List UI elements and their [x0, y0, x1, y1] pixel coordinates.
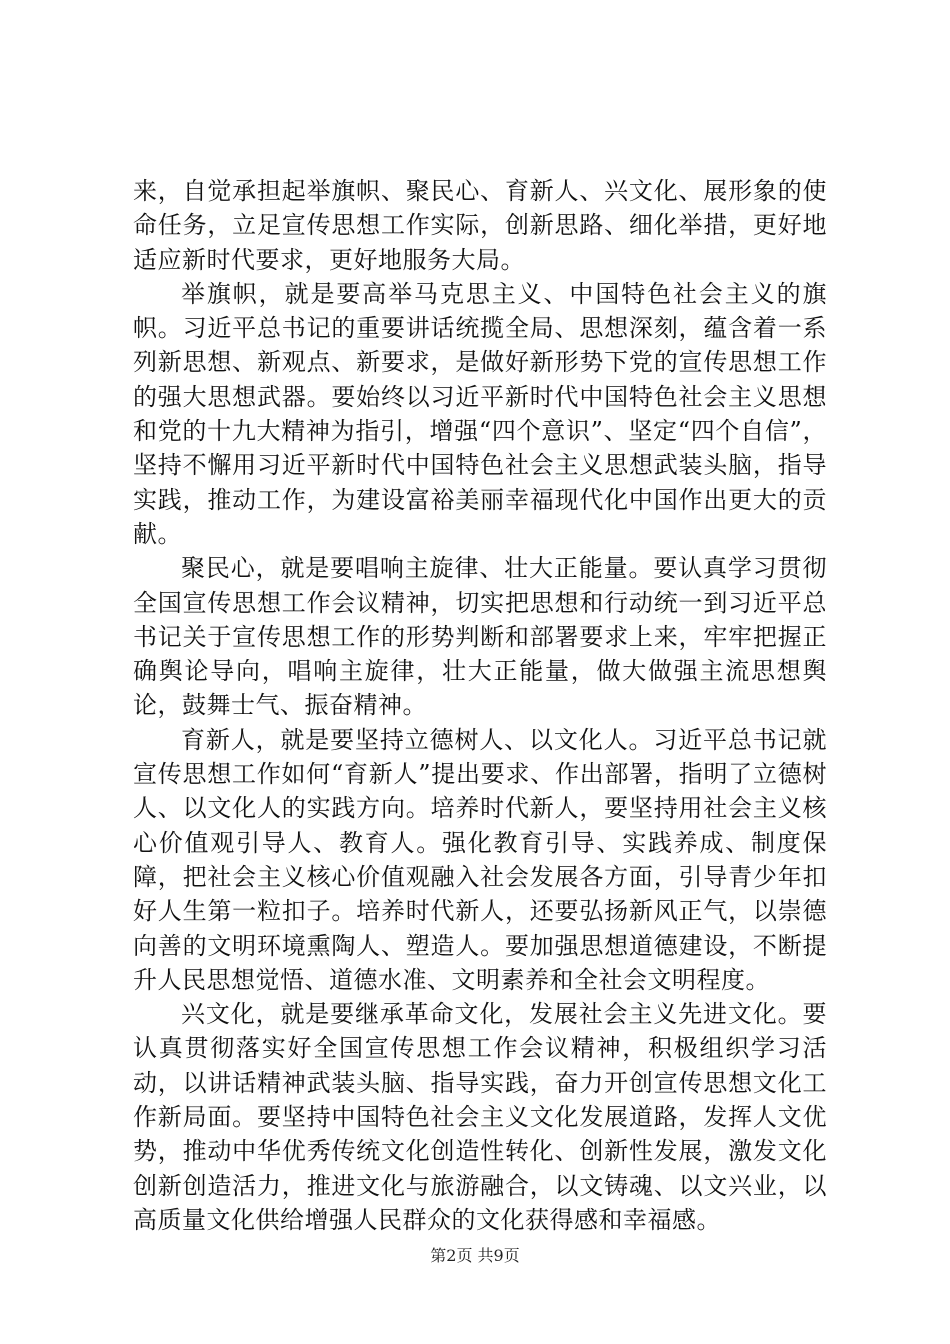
paragraph-cultivate-people: 育新人，就是要坚持立德树人、以文化人。习近平总书记就宣传思想工作如何“育新人”提出要求、作出部署，指明了立德树人、以文化人的实践方向。培养时代新人，要坚持用社会主义核心价值观引导人、教育人。强化教育引导、实践养成、制度保障，把社会主义核心价值观融入社会发展各方面，引导青少年扣好人生第一粒扣子。培养时代新人，还要弘扬新风正气，以崇德向善的文明环境熏陶人、塑造人。要加强思想道德建设，不断提升人民思想觉悟、道德水准、文明素养和全社会文明程度。: [133, 725, 827, 994]
page-footer: 第2页 共9页: [430, 1246, 520, 1265]
paragraph-intro: 来，自觉承担起举旗帜、聚民心、育新人、兴文化、展形象的使命任务，立足宣传思想工作实际，创新思路、细化举措，更好地适应新时代要求，更好地服务大局。: [133, 177, 827, 274]
document-body: [133, 174, 827, 1237]
paragraph-raise-banner: 举旗帜，就是要高举马克思主义、中国特色社会主义的旗帜。习近平总书记的重要讲话统揽全局、思想深刻，蕴含着一系列新思想、新观点、新要求，是做好新形势下党的宣传思想工作的强大思想武器。要始终以习近平新时代中国特色社会主义思想和党的十九大精神为指引，增强“四个意识”、坚定“四个自信”，坚持不懈用习近平新时代中国特色社会主义思想武装头脑，指导实践，推动工作，为建设富裕美丽幸福现代化中国作出更大的贡献。: [133, 279, 827, 548]
paragraph-unite-hearts: 聚民心，就是要唱响主旋律、壮大正能量。要认真学习贯彻全国宣传思想工作会议精神，切实把思想和行动统一到习近平总书记关于宣传思想工作的形势判断和部署要求上来，牢牢把握正确舆论导向，唱响主旋律，壮大正能量，做大做强主流思想舆论，鼓舞士气、振奋精神。: [133, 554, 827, 720]
paragraph-develop-culture: 兴文化，就是要继承革命文化，发展社会主义先进文化。要认真贯彻落实好全国宣传思想工作会议精神，积极组织学习活动，以讲话精神武装头脑、指导实践，奋力开创宣传思想文化工作新局面。要坚持中国特色社会主义文化发展道路，发挥人文优势，推动中华优秀传统文化创造性转化、创新性发展，激发文化创新创造活力，推进文化与旅游融合，以文铸魂、以文兴业，以高质量文化供给增强人民群众的文化获得感和幸福感。: [133, 1000, 827, 1234]
